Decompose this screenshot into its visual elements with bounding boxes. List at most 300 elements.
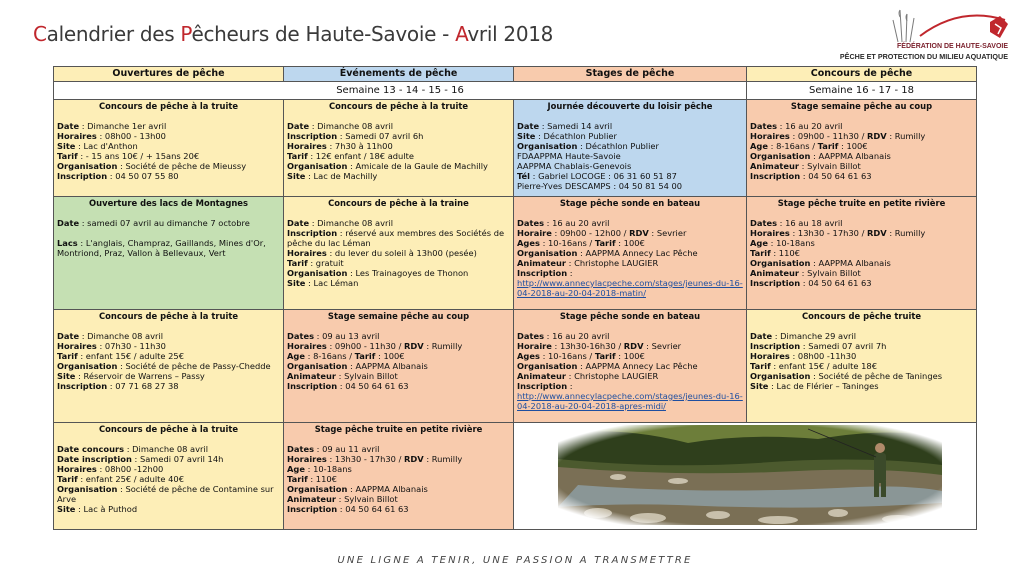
- cell-line-key: Age: [750, 141, 768, 151]
- cell-line: [750, 278, 973, 288]
- cell-line-value: : Samedi 07 avril 7h: [800, 341, 887, 351]
- cell-title: Journée découverte du loisir pêche: [547, 101, 713, 111]
- cell-line-key: Inscription: [287, 131, 338, 141]
- cell-line-value: : 13h30 - 17h30 /: [326, 454, 404, 464]
- cell-line-key: Lacs: [57, 238, 78, 248]
- cell-line: [750, 228, 973, 238]
- cell-line-key: Site: [750, 381, 769, 391]
- cell-line-value: : 10-18ans: [768, 238, 815, 248]
- cell-line-key: Organisation: [57, 161, 118, 171]
- title-part: alendrier des: [46, 22, 181, 46]
- cell-title: Stage pêche sonde en bateau: [559, 198, 701, 208]
- cell-line-value: : 13h30-16h30 /: [551, 341, 624, 351]
- cell-title: Ouverture des lacs de Montagnes: [89, 198, 248, 208]
- cell-line-key: Tarif: [287, 151, 308, 161]
- event-cell: [284, 100, 514, 197]
- cell-line-key: Site: [57, 504, 76, 514]
- cell-line-key: Tarif: [57, 351, 78, 361]
- cell-line-value: : 09h00 - 11h30 /: [789, 131, 867, 141]
- cell-line-key: Horaires: [57, 341, 97, 351]
- cell-line-value: : Sylvain Billot: [336, 494, 398, 504]
- cell-line-key: Inscription: [57, 171, 108, 181]
- cell-line: [517, 151, 743, 161]
- cell-line: [517, 371, 743, 381]
- cell-line-key: Horaires: [750, 228, 790, 238]
- cell-line-key: Date: [57, 121, 80, 131]
- cell-line-key: Age: [750, 238, 768, 248]
- cell-line-key: Horaires: [57, 131, 97, 141]
- cell-line-value: : enfant 15€ / adulte 25€: [77, 351, 184, 361]
- cell-line-value: : Samedi 07 avril 6h: [337, 131, 424, 141]
- cell-line: [57, 171, 280, 181]
- logo-line-tagline: PÊCHE ET PROTECTION DU MILIEU AQUATIQUE: [839, 52, 1008, 61]
- week-label-left: Semaine 13 - 14 - 15 - 16: [54, 82, 747, 100]
- cell-line-key: Age: [287, 351, 305, 361]
- cell-line-value: : Lac de Flérier – Taninges: [768, 381, 879, 391]
- cell-line-value: : 100€: [615, 238, 645, 248]
- cell-line: [57, 371, 280, 381]
- cell-line-key: Animateur: [287, 494, 337, 504]
- cell-line-value: :: [567, 268, 573, 278]
- cell-line-key: RDV: [623, 341, 644, 351]
- event-cell: [284, 423, 514, 530]
- cell-line: [287, 171, 510, 181]
- registration-link[interactable]: http://www.annecylacpeche.com/stages/jeunes-du-16-04-2018-au-20-04-2018-matin/: [517, 278, 743, 298]
- cell-line: [517, 238, 743, 248]
- cell-line-key: Date: [750, 331, 773, 341]
- cell-line: [517, 341, 743, 351]
- cell-line: [57, 484, 280, 504]
- cell-line-value: : Lac à Puthod: [75, 504, 138, 514]
- cell-line-value: : Sylvain Billot: [799, 268, 861, 278]
- cell-line: [287, 494, 510, 504]
- cell-line-value: : AAPPMA Albanais: [810, 151, 891, 161]
- cell-line-value: : 09h00 - 11h30 /: [326, 341, 404, 351]
- cell-line-key: Site: [287, 171, 306, 181]
- cell-line: [517, 331, 743, 341]
- cell-line-key: Animateur: [750, 161, 800, 171]
- fish-reeds-logo-icon: [840, 6, 1020, 46]
- event-cell: [54, 423, 284, 530]
- cell-line-key: Organisation: [517, 248, 578, 258]
- cell-line-value: : 10-16ans /: [539, 351, 595, 361]
- cell-line: [750, 351, 973, 361]
- cell-line-value: : 08h00 -11h30: [789, 351, 857, 361]
- cell-line-key: Age: [287, 464, 305, 474]
- cell-line-key: Organisation: [287, 484, 348, 494]
- cell-line-value: : Sevrier: [648, 228, 687, 238]
- cell-line-value: : Décathlon Publier: [535, 131, 617, 141]
- cell-line-value: : - 15 ans 10€ / + 15ans 20€: [77, 151, 200, 161]
- cell-line: [750, 371, 973, 381]
- cell-line-value: : Dimanche 08 avril: [124, 444, 209, 454]
- cell-line: [750, 161, 973, 171]
- cell-line-value: : Rumilly: [423, 341, 463, 351]
- header-evenements: Événements de pêche: [284, 67, 514, 82]
- cell-line: [57, 504, 280, 514]
- cell-line-value: : L'anglais, Champraz, Gaillands, Mines d'Or, Montriond, Praz, Vallon à Bellevaux, Vert: [57, 238, 266, 258]
- cell-line-value: : Dimanche 1er avril: [79, 121, 167, 131]
- cell-line: [517, 141, 743, 151]
- cell-line-key: Organisation: [57, 484, 118, 494]
- cell-line-key: Tarif: [287, 474, 308, 484]
- cell-line-key: Inscription: [750, 341, 801, 351]
- cell-line-value: : Rumilly: [423, 454, 463, 464]
- cell-line-key: Dates: [517, 218, 545, 228]
- federation-logo: [840, 6, 1020, 60]
- column-header-row: [54, 67, 977, 82]
- header-concours: Concours de pêche: [747, 67, 977, 82]
- cell-line-value: :: [567, 381, 573, 391]
- cell-line-key: Site: [517, 131, 536, 141]
- cell-line-value: : 110€: [307, 474, 337, 484]
- cell-line: [287, 228, 510, 248]
- cell-line: [287, 141, 510, 151]
- cell-line: [57, 454, 280, 464]
- cell-line: [517, 161, 743, 171]
- cell-line-value: : AAPPMA Albanais: [810, 258, 891, 268]
- week-row: [54, 82, 977, 100]
- cell-line-key: Dates: [750, 218, 778, 228]
- cell-line-value: : 110€: [770, 248, 800, 258]
- cell-title: Concours de pêche à la truite: [98, 101, 239, 111]
- cell-line-value: : 08h00 -12h00: [96, 464, 164, 474]
- cell-line: [57, 351, 280, 361]
- cell-line-key: Horaires: [57, 464, 97, 474]
- cell-line: [750, 258, 973, 268]
- cell-line-value: : 08h00 - 13h00: [96, 131, 166, 141]
- cell-line-key: Horaires: [287, 141, 327, 151]
- cell-line: [287, 121, 510, 131]
- cell-line-key: Inscription: [517, 381, 568, 391]
- cell-line-key: Organisation: [750, 258, 811, 268]
- event-cell: [747, 310, 977, 423]
- cell-line-value: : 8-16ans /: [305, 351, 355, 361]
- cell-line-key: Tarif: [354, 351, 376, 361]
- cell-line: [57, 464, 280, 474]
- cell-line-value: : 12€ enfant / 18€ adulte: [307, 151, 414, 161]
- cell-line-key: Site: [57, 371, 76, 381]
- cell-line-value: : 100€: [615, 351, 645, 361]
- cell-line-key: Tarif: [57, 151, 78, 161]
- header-ouvertures: Ouvertures de pêche: [54, 67, 284, 82]
- cell-line-value: : Lac d'Anthon: [75, 141, 138, 151]
- cell-line: [517, 171, 743, 181]
- table-row: [54, 100, 977, 197]
- cell-title: Concours de pêche à la truite: [98, 424, 239, 434]
- cell-line-key: Animateur: [750, 268, 800, 278]
- cell-line-value: : Rumilly: [886, 228, 926, 238]
- cell-title: Stage pêche truite en petite rivière: [777, 198, 946, 208]
- cell-line-value: : réservé aux membres des Sociétés de pêche du lac Léman: [287, 228, 505, 248]
- cell-line-value: Pierre-Yves DESCAMPS : 04 50 81 54 00: [517, 181, 683, 191]
- cell-line: [287, 381, 510, 391]
- cell-line-value: : Samedi 07 avril 14h: [131, 454, 224, 464]
- cell-line: [287, 464, 510, 474]
- cell-line: [750, 238, 973, 248]
- cell-title: Concours de pêche à la truite: [98, 311, 239, 321]
- event-cell-lakes-opening: [54, 197, 284, 310]
- cell-line: [517, 268, 743, 278]
- cell-line: [517, 228, 743, 238]
- cell-line-key: Organisation: [750, 151, 811, 161]
- cell-line: [517, 181, 743, 191]
- cell-line-value: : Société de pêche de Taninges: [810, 371, 943, 381]
- cell-line-key: Tarif: [287, 258, 308, 268]
- cell-line-key: Tarif: [817, 141, 839, 151]
- cell-line-key: Tarif: [57, 474, 78, 484]
- cell-line: [57, 151, 280, 161]
- fishing-photo-cell: [514, 423, 977, 530]
- cell-line: [517, 351, 743, 361]
- event-cell: [514, 100, 747, 197]
- cell-line: [287, 278, 510, 288]
- cell-line-key: Animateur: [517, 371, 567, 381]
- cell-line-key: Horaire: [517, 341, 552, 351]
- cell-line-value: : Les Trainagoyes de Thonon: [347, 268, 469, 278]
- cell-title: Stage semaine pêche au coup: [327, 311, 470, 321]
- week-label-right: Semaine 16 - 17 - 18: [747, 82, 977, 100]
- cell-line-value: : Samedi 14 avril: [539, 121, 613, 131]
- cell-line-value: : Société de pêche de Contamine sur Arve: [57, 484, 274, 504]
- cell-line-value: : 04 50 64 61 63: [337, 381, 409, 391]
- cell-line-key: Organisation: [750, 371, 811, 381]
- table-row: [54, 310, 977, 423]
- cell-line: [287, 161, 510, 171]
- cell-line-value: : 13h30 - 17h30 /: [789, 228, 867, 238]
- cell-line-value: : 16 au 20 avril: [544, 218, 610, 228]
- fly-fishing-river-photo: [558, 425, 942, 525]
- cell-line-key: Inscription: [750, 278, 801, 288]
- cell-line-value: : Décathlon Publier: [577, 141, 659, 151]
- cell-line-key: Organisation: [287, 361, 348, 371]
- cell-line: [517, 218, 743, 228]
- footer-slogan: UNE LIGNE A TENIR, UNE PASSION A TRANSMETTRE: [337, 555, 693, 566]
- cell-line-value: : 07 71 68 27 38: [107, 381, 179, 391]
- cell-line-value: : Société de pêche de Mieussy: [117, 161, 247, 171]
- cell-line-value: : 07h30 - 11h30: [96, 341, 166, 351]
- cell-line-key: Horaires: [750, 351, 790, 361]
- cell-title: Concours de pêche à la traine: [328, 198, 469, 208]
- cell-title: Concours de pêche truite: [801, 311, 921, 321]
- cell-line-value: : Société de pêche de Passy-Chedde: [117, 361, 271, 371]
- calendar-table: [53, 66, 977, 530]
- cell-line-value: FDAAPPMA Haute-Savoie: [517, 151, 621, 161]
- cell-line: [57, 121, 280, 131]
- table-row: [54, 197, 977, 310]
- header-stages: Stages de pêche: [514, 67, 747, 82]
- cell-line: [287, 131, 510, 141]
- cell-line-value: : Dimanche 08 avril: [309, 121, 394, 131]
- cell-line-value: : 09h00 - 12h00 /: [551, 228, 630, 238]
- cell-title: Stage pêche sonde en bateau: [559, 311, 701, 321]
- cell-line: [287, 248, 510, 258]
- cell-line-value: : Dimanche 08 avril: [79, 331, 164, 341]
- cell-line: [517, 131, 743, 141]
- cell-line: [750, 151, 973, 161]
- cell-line-value: : enfant 15€ / adulte 18€: [770, 361, 877, 371]
- cell-line-value: : 16 au 20 avril: [777, 121, 843, 131]
- cell-line: [287, 351, 510, 361]
- cell-line: [750, 248, 973, 258]
- cell-line-key: Dates: [750, 121, 778, 131]
- cell-line: [750, 141, 973, 151]
- cell-line-key: Tarif: [750, 361, 771, 371]
- cell-line-key: Inscription: [750, 171, 801, 181]
- cell-line-key: Tarif: [750, 248, 771, 258]
- cell-line-value: : du lever du soleil à 13h00 (pesée): [326, 248, 477, 258]
- cell-line-value: : 100€: [838, 141, 868, 151]
- cell-line-key: Horaires: [287, 341, 327, 351]
- cell-line-value: : Christophe LAUGIER: [566, 258, 659, 268]
- cell-line: [750, 218, 973, 228]
- cell-line-key: Date: [57, 331, 80, 341]
- cell-line: [750, 381, 973, 391]
- cell-line-key: Ages: [517, 351, 540, 361]
- cell-title: Concours de pêche à la truite: [328, 101, 469, 111]
- cell-line-key: Date: [517, 121, 540, 131]
- cell-line-value: : Rumilly: [886, 131, 926, 141]
- cell-line-value: : 7h30 à 11h00: [326, 141, 393, 151]
- title-initial-c: C: [33, 22, 47, 46]
- cell-line-value: : 09 au 13 avril: [314, 331, 380, 341]
- cell-line-value: : Sevrier: [643, 341, 682, 351]
- cell-line-value: : 10-18ans: [305, 464, 352, 474]
- cell-line: [57, 381, 280, 391]
- cell-line-value: : Réservoir de Warrens – Passy: [75, 371, 205, 381]
- cell-line-value: : 10-16ans /: [539, 238, 595, 248]
- cell-line-value: : 100€: [375, 351, 405, 361]
- title-initial-p: P: [180, 22, 192, 46]
- cell-line-value: : Lac de Machilly: [305, 171, 378, 181]
- logo-line-federation: FÉDÉRATION DE HAUTE-SAVOIE: [897, 43, 1008, 50]
- cell-line-key: RDV: [867, 228, 887, 238]
- cell-line-value: : samedi 07 avril au dimanche 7 octobre: [79, 218, 250, 228]
- cell-line: [57, 141, 280, 151]
- event-cell: [747, 197, 977, 310]
- cell-line-value: : 8-16ans /: [768, 141, 818, 151]
- cell-line-value: : 04 50 07 55 80: [107, 171, 179, 181]
- cell-line-value: : enfant 25€ / adulte 40€: [77, 474, 184, 484]
- cell-line-key: RDV: [404, 341, 424, 351]
- cell-line: [750, 171, 973, 181]
- cell-line-key: Horaires: [750, 131, 790, 141]
- cell-line: [57, 444, 280, 454]
- cell-line: [57, 361, 280, 371]
- registration-link[interactable]: http://www.annecylacpeche.com/stages/jeunes-du-16-04-2018-au-20-04-2018-apres-midi/: [517, 391, 743, 411]
- cell-line-key: Site: [287, 278, 306, 288]
- cell-line: [287, 258, 510, 268]
- cell-line-key: Date: [57, 218, 80, 228]
- cell-line: [287, 218, 510, 228]
- cell-line-key: Inscription: [57, 381, 108, 391]
- cell-line-value: : 04 50 64 61 63: [800, 171, 872, 181]
- cell-title: Stage semaine pêche au coup: [790, 101, 933, 111]
- cell-line-value: : Sylvain Billot: [799, 161, 861, 171]
- cell-line-key: Tarif: [594, 238, 616, 248]
- cell-line-key: Horaire: [517, 228, 552, 238]
- cell-line: [750, 131, 973, 141]
- cell-line-key: Ages: [517, 238, 540, 248]
- cell-line-key: Organisation: [57, 361, 118, 371]
- cell-line: [517, 361, 743, 371]
- cell-line-key: Horaires: [287, 454, 327, 464]
- cell-line-key: Date inscription: [57, 454, 132, 464]
- cell-line-key: Inscription: [287, 228, 338, 238]
- event-cell: [514, 310, 747, 423]
- cell-line-value: : 04 50 64 61 63: [337, 504, 409, 514]
- cell-line: [57, 474, 280, 484]
- cell-line-value: : AAPPMA Annecy Lac Pêche: [577, 248, 698, 258]
- cell-line-value: : AAPPMA Annecy Lac Pêche: [577, 361, 698, 371]
- cell-line-key: RDV: [404, 454, 424, 464]
- cell-line-value: : AAPPMA Albanais: [347, 484, 428, 494]
- event-cell: [514, 197, 747, 310]
- cell-line: [287, 484, 510, 494]
- cell-line-value: : 16 au 18 avril: [777, 218, 843, 228]
- cell-line-value: AAPPMA Chablais-Genevois: [517, 161, 632, 171]
- cell-line-value: : Lac Léman: [305, 278, 359, 288]
- event-cell: [284, 197, 514, 310]
- cell-line-value: : 16 au 20 avril: [544, 331, 610, 341]
- cell-line-value: : gratuit: [307, 258, 344, 268]
- cell-line: [750, 268, 973, 278]
- cell-line: [750, 331, 973, 341]
- title-part: vril 2018: [467, 22, 554, 46]
- cell-line: [517, 248, 743, 258]
- cell-line-key: Date concours: [57, 444, 125, 454]
- cell-line: [57, 218, 280, 228]
- cell-line-key: Tél: [517, 171, 531, 181]
- event-cell: [54, 310, 284, 423]
- cell-line: [287, 371, 510, 381]
- cell-line-key: Inscription: [287, 504, 338, 514]
- cell-line-value: : Dimanche 08 avril: [309, 218, 394, 228]
- cell-line: [287, 504, 510, 514]
- cell-line-value: : Amicale de la Gaule de Machilly: [347, 161, 488, 171]
- cell-line-key: Organisation: [287, 268, 348, 278]
- cell-line: [287, 474, 510, 484]
- cell-line-key: RDV: [867, 131, 887, 141]
- cell-line: [287, 454, 510, 464]
- cell-line: [57, 131, 280, 141]
- table-row: [54, 423, 977, 530]
- cell-line-key: Organisation: [287, 161, 348, 171]
- cell-line-value: : Gabriel LOCOGE : 06 31 60 51 87: [530, 171, 677, 181]
- cell-line: [517, 121, 743, 131]
- cell-line-value: : 09 au 11 avril: [314, 444, 380, 454]
- cell-line-key: Animateur: [287, 371, 337, 381]
- cell-line-value: : Christophe LAUGIER: [566, 371, 659, 381]
- cell-line-key: Inscription: [517, 268, 568, 278]
- cell-line-value: : Sylvain Billot: [336, 371, 398, 381]
- cell-line: [57, 161, 280, 171]
- cell-line: [517, 381, 743, 391]
- cell-line-key: Inscription: [287, 381, 338, 391]
- cell-line: [287, 444, 510, 454]
- cell-line: [750, 361, 973, 371]
- cell-line-key: Dates: [287, 331, 315, 341]
- page-title: [33, 22, 553, 46]
- title-initial-a: A: [455, 22, 468, 46]
- cell-line-key: RDV: [629, 228, 649, 238]
- cell-line-key: Date: [287, 121, 310, 131]
- cell-title: Stage pêche truite en petite rivière: [314, 424, 483, 434]
- cell-line: [517, 258, 743, 268]
- cell-line: [57, 238, 280, 258]
- event-cell: [747, 100, 977, 197]
- cell-line-key: Organisation: [517, 141, 578, 151]
